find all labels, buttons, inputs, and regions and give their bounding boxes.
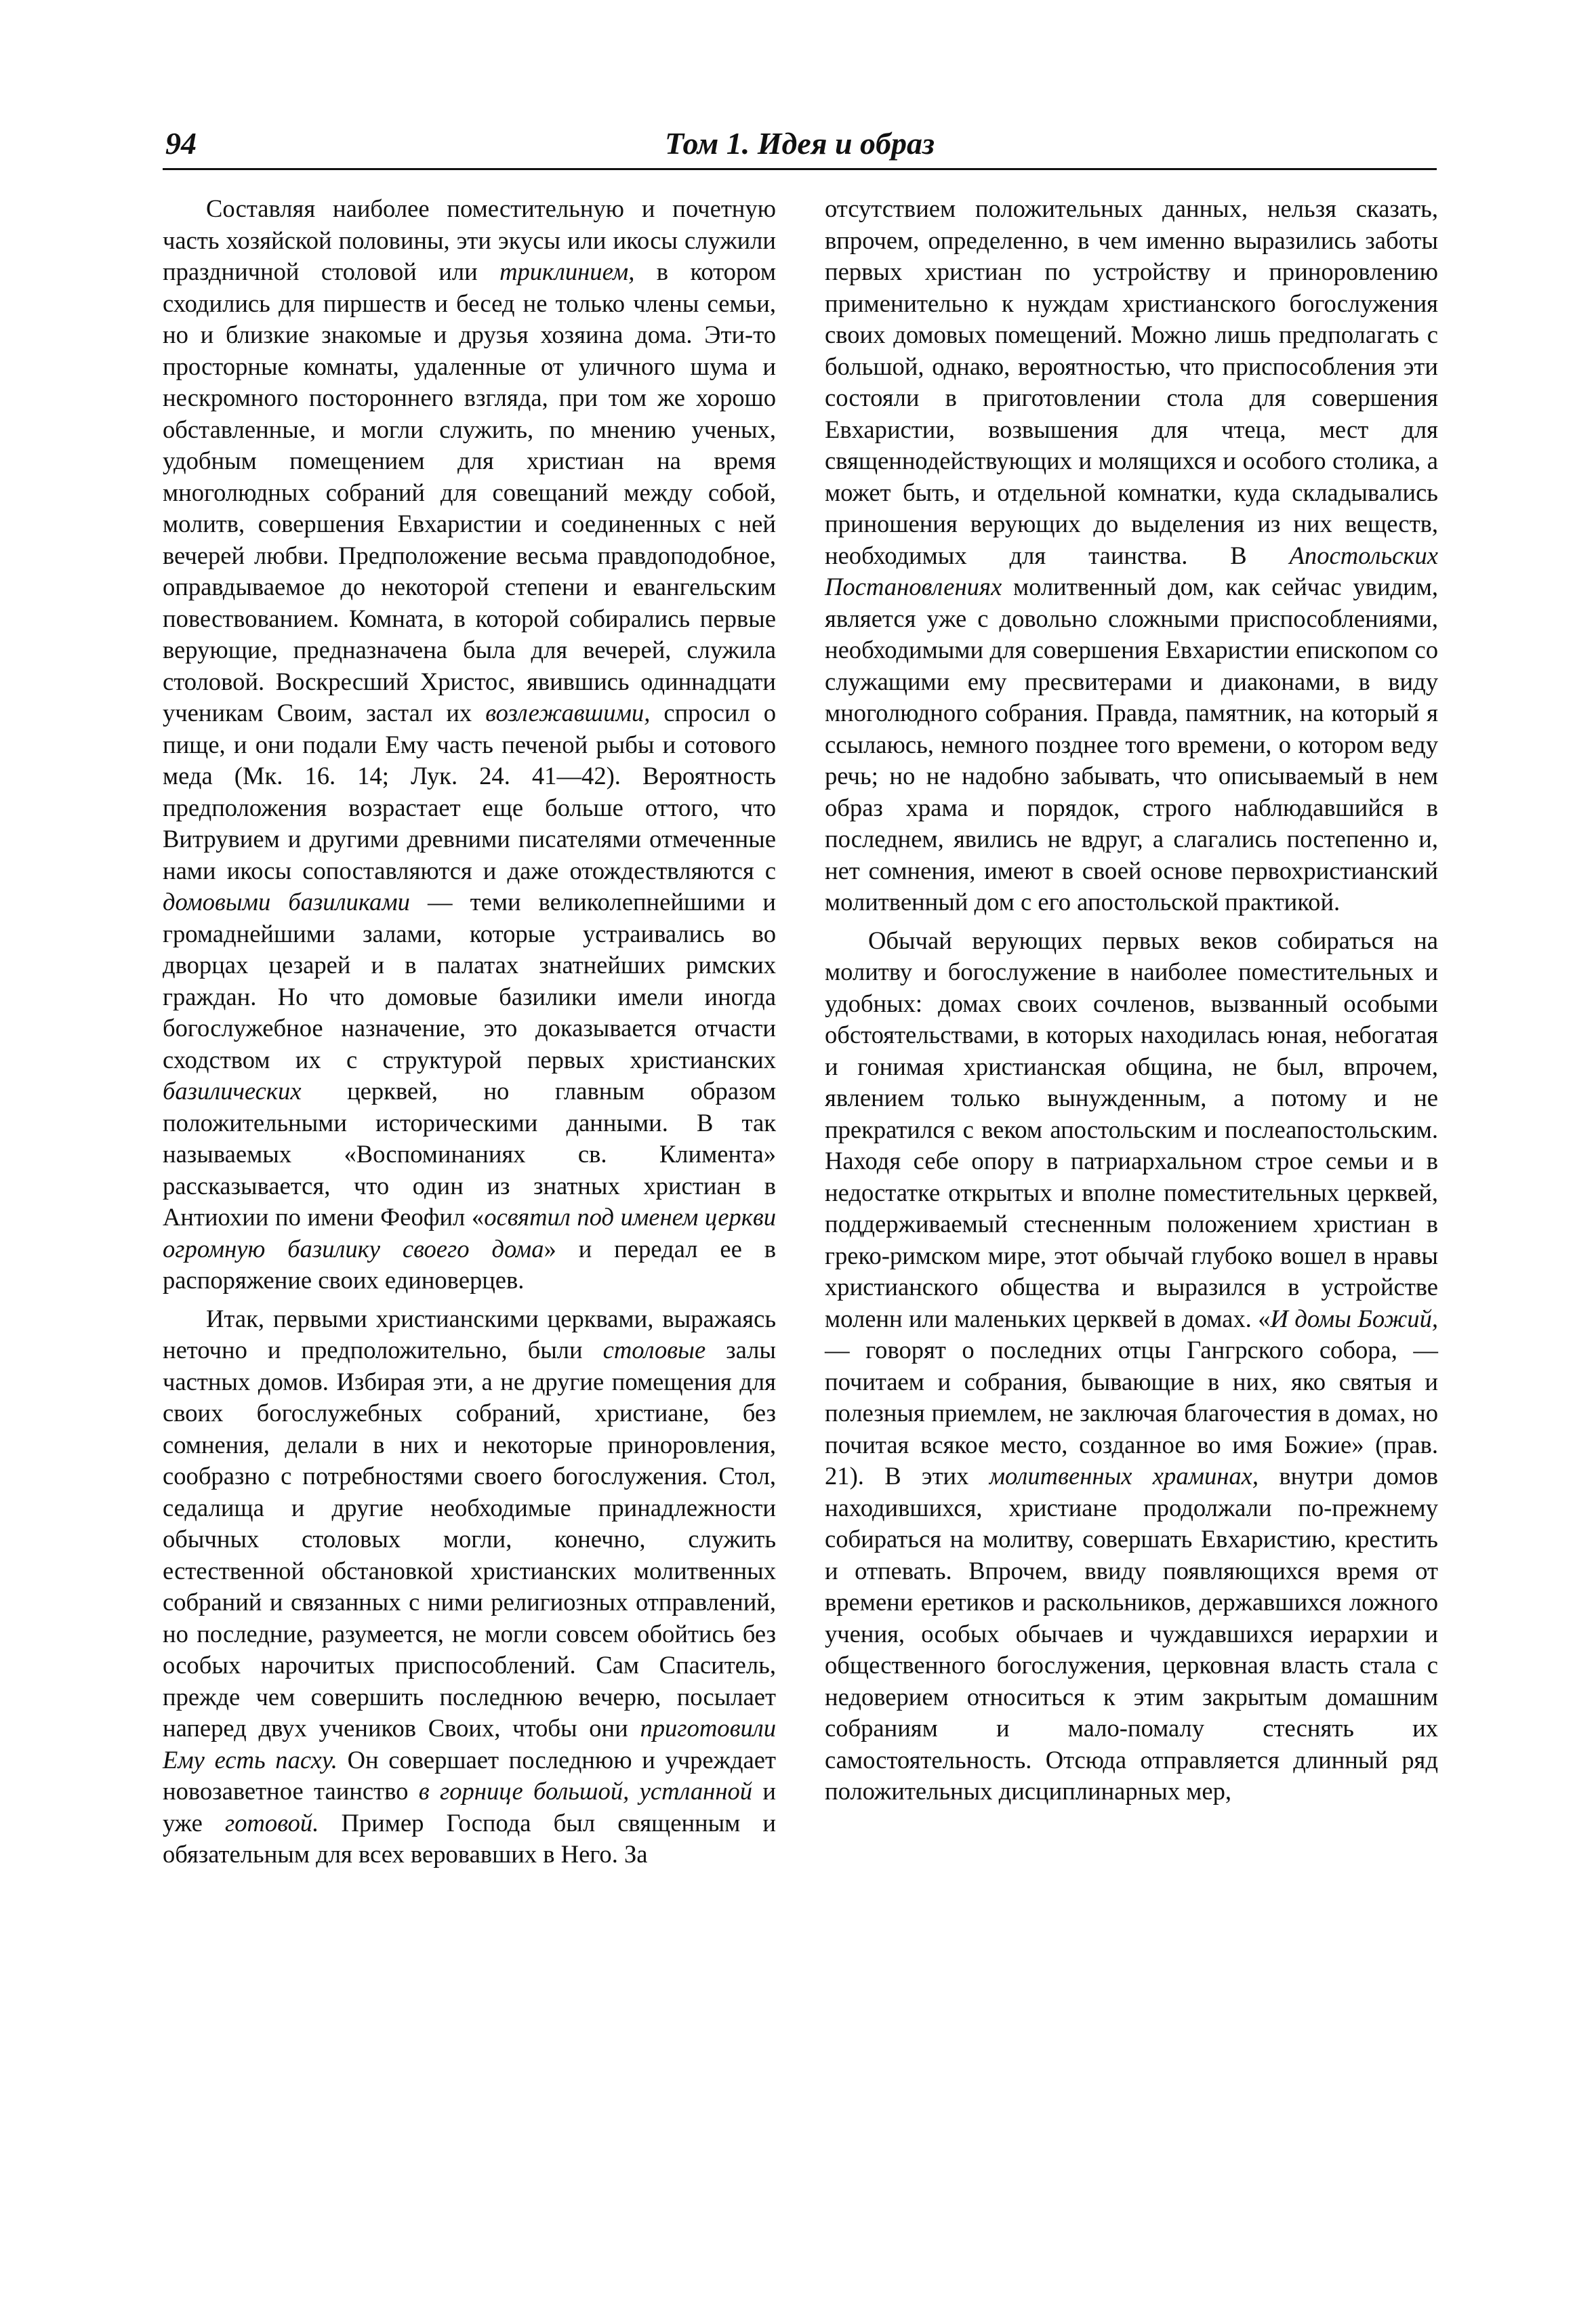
paragraph: [163, 1303, 776, 1871]
text-run: молитвенный дом, как сейчас увидим, является уже с довольно сложными приспособлениями, необходимыми для совершения Евхаристии епископом со служащими ему пресвитерами и диаконами, в виду многолюдного собрания. Правда, памятник, на который я ссылаюсь, немного позднее того времени, о котором веду речь; но не надобно забывать, что описываемый в нем образ храма и порядок, строго наблюдавшийся в последнем, явились не вдруг, а слагались постепенно и, нет сомнения, имеют в своей основе первохристианский молитвенный дом с его апостольской практикой.: [825, 573, 1438, 916]
text-run: Обычай верующих первых веков собираться на молитву и богослужение в наиболее поместительных и удобных: домах своих сочленов, вызванный особыми обстоятельствами, в которых находилась юная, небогатая и гонимая христианская община, не был, впрочем, явлением только вынужденным, а потому и не прекратился с веком апостольским и послеапостольским. Находя себе опору в патриархальном строе семьи и в недостатке открытых и вполне поместительных церквей, поддерживаемый стесненным положением христиан в греко-римском мире, этот обычай глубоко вошел в нравы христианского общества и выразился в устройстве моленн или маленьких церквей в домах. «: [825, 926, 1438, 1332]
text-run: отсутствием положительных данных, нельзя сказать, впрочем, определенно, в чем именно выразились заботы первых христиан по устройству и приноровлению применительно к нуждам христианского богослужения своих домовых помещений. Можно лишь предполагать с большой, однако, вероятностью, что приспособления эти состояли в приготовлении стола для совершения Евхаристии, возвышения для чтеца, мест для священнодействующих и молящихся и особого столика, а может быть, и отдельной комнатки, куда складывались приношения верующих до выделения из них веществ, необходимых для таинства. В: [825, 195, 1438, 569]
text-run: в котором сходились для пиршеств и бесед не только члены семьи, но и близкие знакомые и друзья хозяина дома. Эти-то просторные комнаты, удаленные от уличного шума и нескромного постороннего взгляда, при том же хорошо обставленные, и могли служить, по мнению ученых, удобным помещением для христиан на время многолюдных собраний для совещаний между собой, молитв, совершения Евхаристии и соединенных с ней вечерей любви. Предположение весьма правдоподобное, оправдываемое до некоторой степени и евангельским повествованием. Комната, в которой собирались первые верующие, предназначена была для вечерей, служила столовой. Воскресший Христос, явившись одиннадцати ученикам Своим, застал их: [163, 258, 776, 727]
italic-run: молитвенных храминах,: [989, 1462, 1259, 1490]
text-run: — говорят о последних отцы Гангрского собора, — почитаем и собрания, бывающие в них, яко святыя и полезныя приемлем, не заключая благочестия в домах, но почитая всякое место, созданное во имя Божие» (прав. 21). В этих: [825, 1336, 1438, 1490]
running-header: [163, 125, 1437, 173]
italic-run: приготовили Ему есть пасху.: [163, 1714, 776, 1774]
header-rule: [163, 168, 1437, 170]
text-run: залы частных домов. Избирая эти, а не другие помещения для своих богослужебных собраний, христиане, без сомнения, делали в них и некоторые приноровления, сообразно с потребностями своего богослужения. Стол, седалища и другие необходимые принадлежности обычных столовых могли, конечно, служить естественной обстановкой христианских молитвенных собраний и связанных с ними религиозных отправлений, но последние, разумеется, не могли совсем обойтись без особых нарочитых приспособлений. Сам Спаситель, прежде чем совершить последнюю вечерю, посылает наперед двух учеников Своих, чтобы они: [163, 1336, 776, 1742]
text-run: внутри домов находившихся, христиане продолжали по-прежнему собираться на молитву, совершать Евхаристию, крестить и отпевать. Впрочем, ввиду появляющихся время от времени еретиков и раскольников, державшихся ложного учения, особых обычаев и чуждавшихся иерархии и общественного богослужения, церковная власть стала с недоверием относиться к этим закрытым домашним собраниям и мало-помалу стеснять их самостоятельность. Отсюда отправляется длинный ряд положительных дисциплинарных мер,: [825, 1462, 1438, 1805]
text-run: — теми великолепнейшими и громаднейшими залами, которые устраивались во дворцах цезарей и в палатах знатнейших римских граждан. Но что домовые базилики имели иногда богослужебное назначение, это доказывается отчасти сходством их с структурой первых христианских: [163, 888, 776, 1074]
paragraph: [825, 925, 1438, 1808]
text-run: Составляя наиболее поместительную и почетную часть хозяйской половины, эти экусы или икосы служили праздничной столовой или: [163, 195, 776, 285]
italic-run: базилических: [163, 1077, 302, 1105]
italic-run: домовыми базиликами: [163, 888, 410, 916]
italic-run: готовой.: [224, 1808, 319, 1837]
text-run: и уже: [163, 1777, 776, 1837]
paragraph: [163, 193, 776, 1297]
italic-run: возлежавшими,: [485, 699, 651, 727]
text-run: » и передал ее в распоряжение своих единоверцев.: [163, 1234, 776, 1294]
left-column: [163, 193, 776, 1871]
italic-run: И домы Божий,: [1270, 1304, 1438, 1332]
paragraph-continued: [825, 193, 1438, 918]
text-run: церквей, но главным образом положительными историческими данными. В так называемых «Воспоминаниях св. Климента» рассказывается, что один из знатных христиан в Антиохии по имени Феофил «: [163, 1077, 776, 1231]
italic-run: в горнице большой, устланной: [418, 1777, 753, 1805]
italic-run: столовые: [602, 1336, 706, 1364]
text-run: Итак, первыми христианскими церквами, выражаясь неточно и предположительно, были: [163, 1304, 776, 1364]
italic-run: триклинием,: [499, 258, 635, 285]
text-run: спросил о пище, и они подали Ему часть печеной рыбы и сотового меда (Мк. 16. 14; Лук. 24. 41—42). Вероятность предположения возрастает еще больше оттого, что Витрувием и другими древними писателями отмеченные нами икосы сопоставляются и даже отождествляются с: [163, 699, 776, 884]
page-number: 94: [165, 126, 197, 161]
text-run: Пример Господа был священным и обязательным для всех веровавших в Него. За: [163, 1808, 776, 1868]
italic-run: освятил под именем церкви огромную базилику своего дома: [163, 1203, 776, 1263]
running-title: Том 1. Идея и образ: [665, 126, 935, 161]
italic-run: Апостольских Постановлениях: [825, 541, 1438, 600]
text-run: Он совершает последнюю и учреждает новозаветное таинство: [163, 1745, 776, 1805]
right-column: [825, 193, 1438, 1808]
